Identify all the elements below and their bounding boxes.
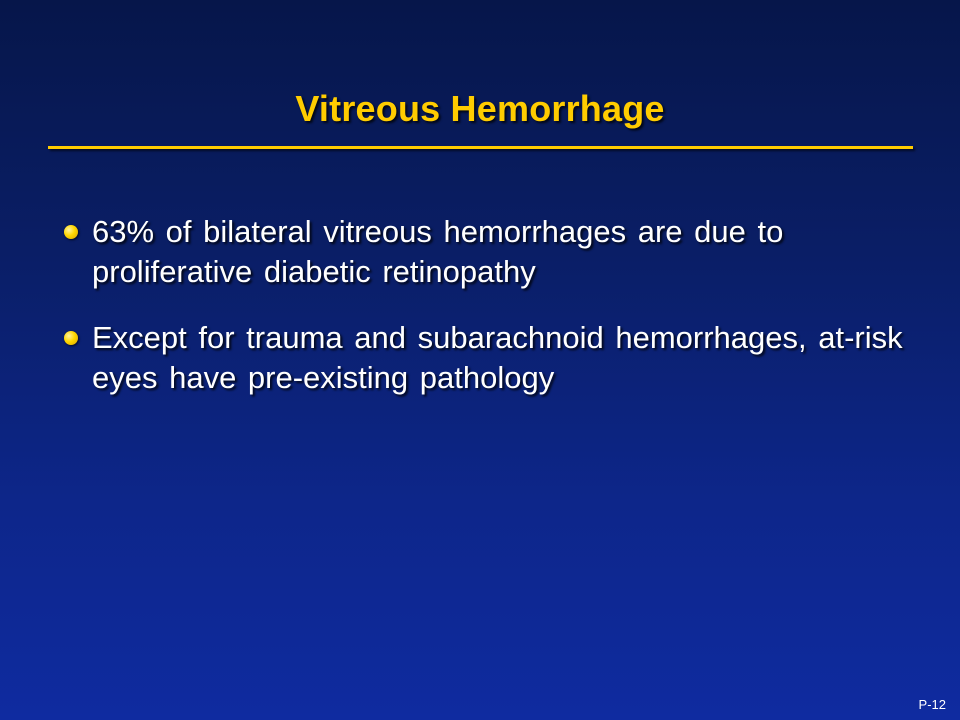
page-number: P-12 <box>918 697 946 712</box>
bullet-item <box>60 212 920 292</box>
bullet-text: 63% of bilateral vitreous hemorrhages are due to proliferative diabetic retinopathy <box>92 214 784 289</box>
title-underline <box>48 146 913 149</box>
bullet-dot-icon <box>64 225 78 239</box>
bullet-text: Except for trauma and subarachnoid hemorrhages, at-risk eyes have pre-existing pathology <box>92 320 903 395</box>
bullet-item <box>60 318 920 398</box>
bullet-dot-icon <box>64 331 78 345</box>
slide-title: Vitreous Hemorrhage <box>295 88 665 129</box>
bullet-list <box>60 212 920 424</box>
